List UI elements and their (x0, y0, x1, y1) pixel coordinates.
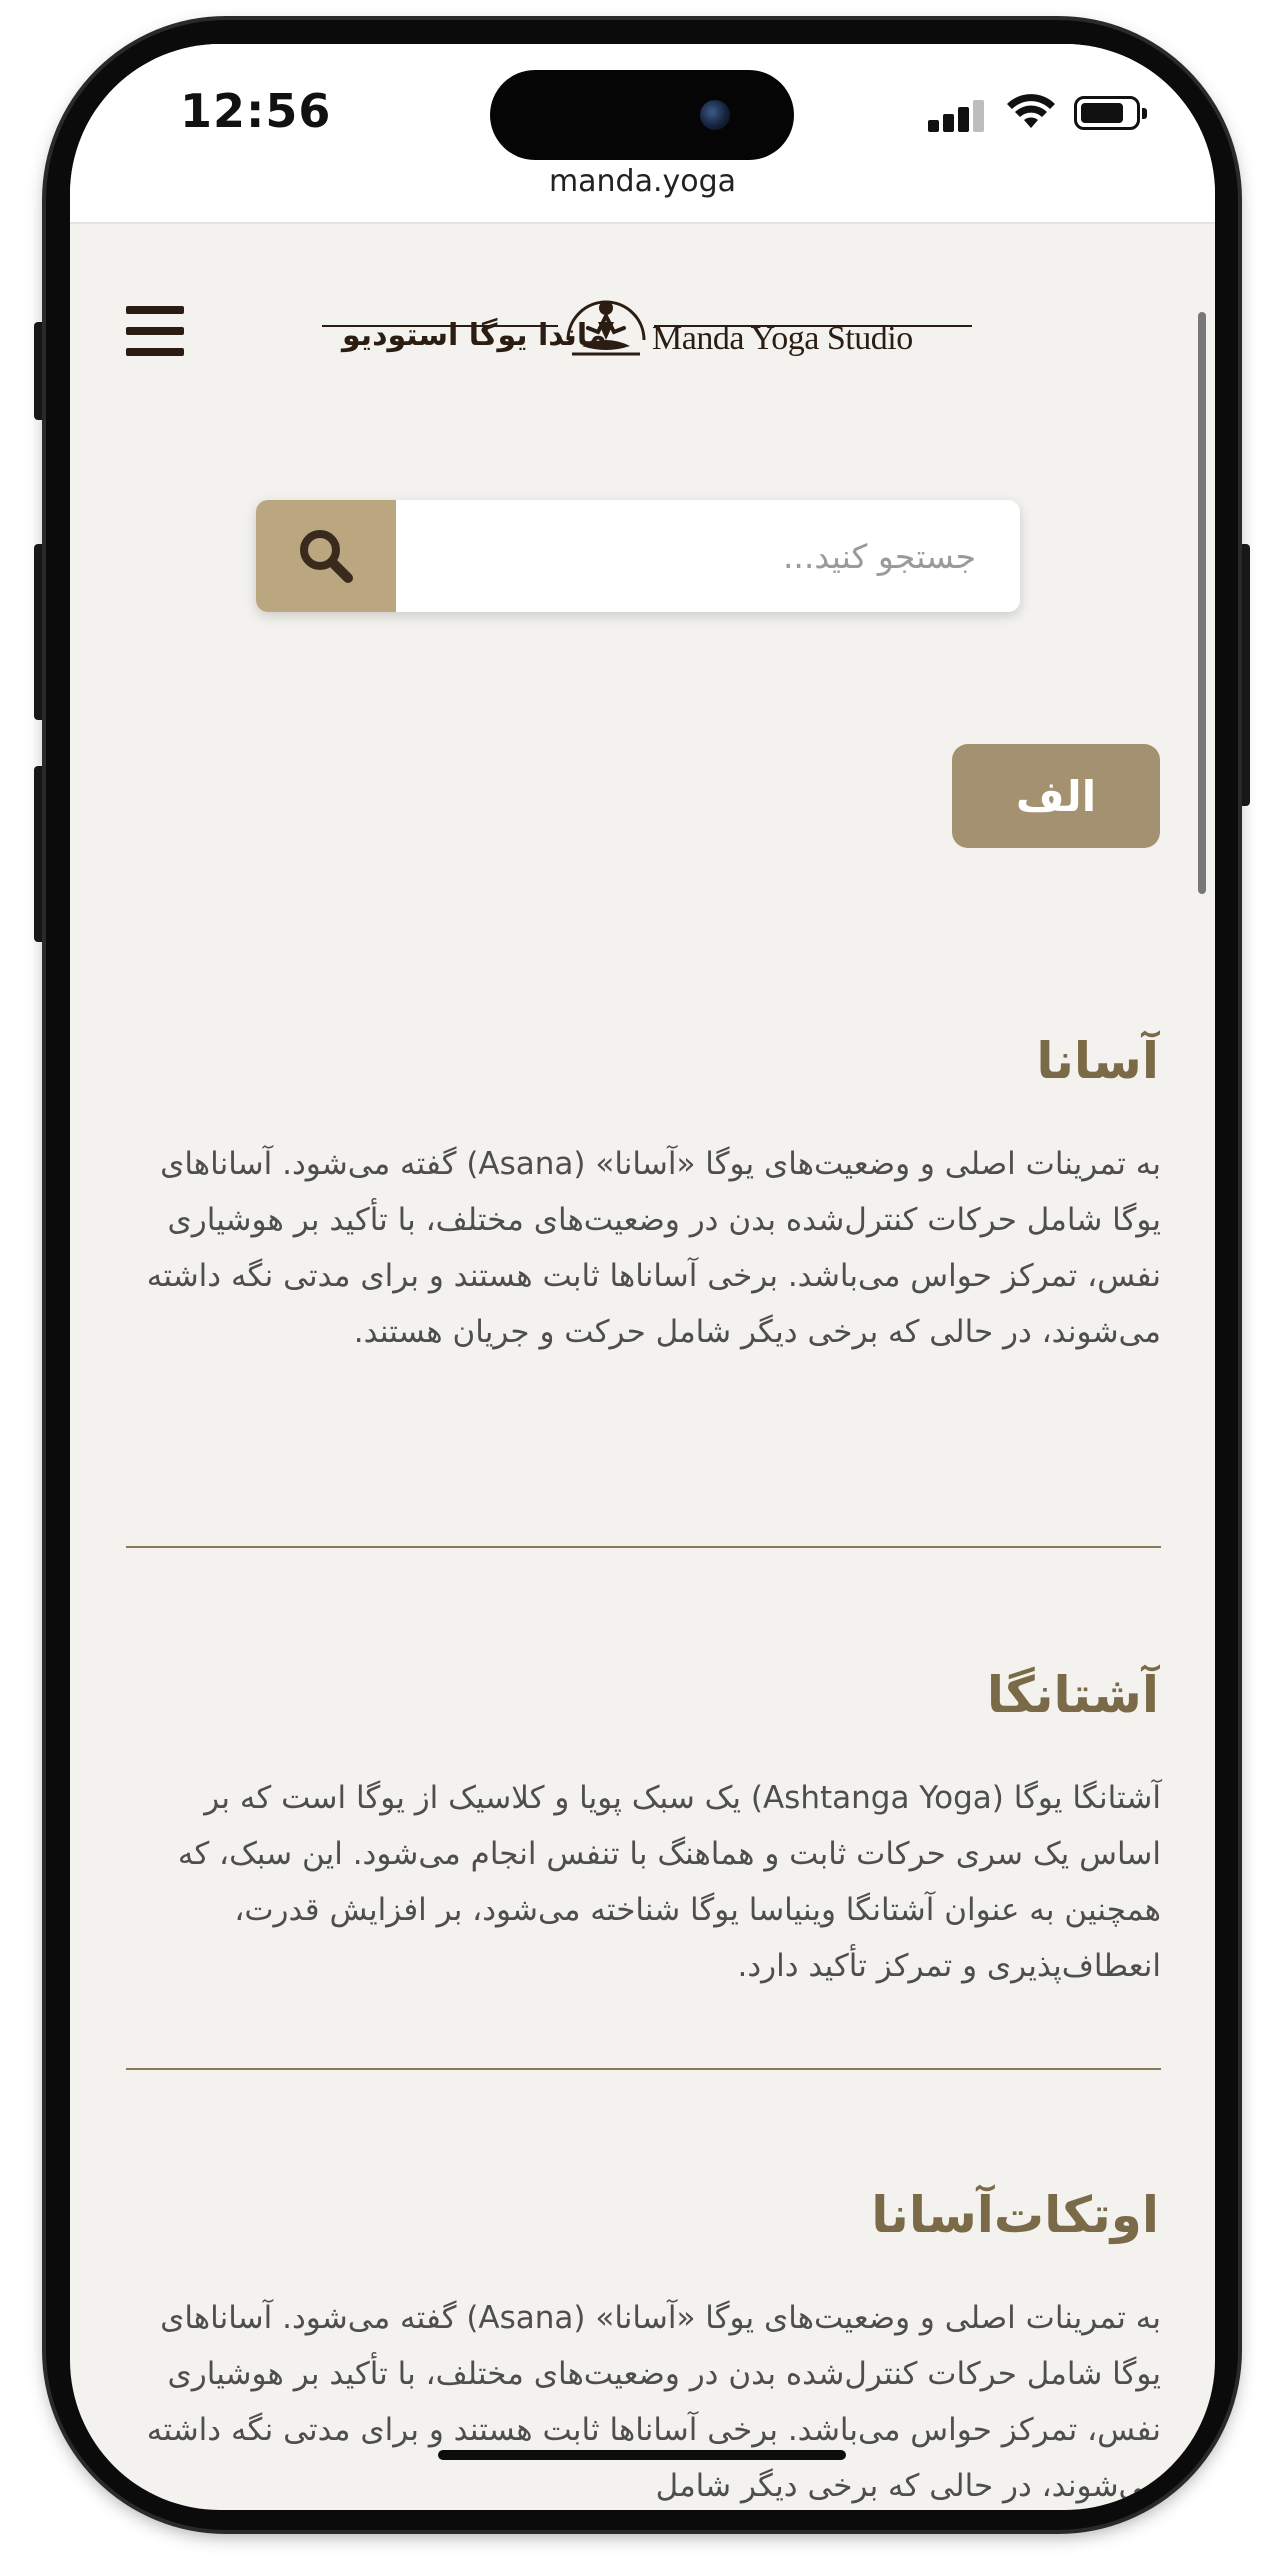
wifi-icon (1006, 92, 1056, 132)
entry-title: آسانا (1036, 1032, 1159, 1090)
site-logo[interactable] (322, 282, 972, 378)
status-bar (70, 44, 1215, 224)
address-bar-url[interactable]: manda.yoga (548, 164, 737, 199)
camera-icon (700, 100, 730, 130)
hamburger-menu-icon[interactable] (126, 306, 184, 356)
home-indicator[interactable] (438, 2450, 846, 2460)
screen (70, 44, 1215, 2510)
cellular-signal-icon (928, 98, 988, 132)
entry-description: آشتانگا یوگا (Ashtanga Yoga) یک سبک پویا و کلاسیک از یوگا است که بر اساس یک سری حرکات ثابت و هماهنگ با تنفس انجام می‌شود. این سبک، که همچنین به عنوان آشتانگا وینیاسا یوگا شناخته می‌شود، بر افزایش قدرت، انعطاف‌پذیری و تمرکز تأکید دارد. (177, 1780, 1161, 1984)
entry-description: به تمرینات اصلی و وضعیت‌های یوگا «آسانا» (Asana) گفته می‌شود. آساناهای یوگا شامل حرکات کنترل‌شده بدن در وضعیت‌های مختلف، با تأکید بر هوشیاری نفس، تمرکز حواس می‌باشد. برخی آساناها ثابت هستند و برای مدتی نگه داشته می‌شوند، در حالی که برخی دیگر شامل حرکت و جریان هستند. (146, 1146, 1161, 1350)
battery-level (1081, 103, 1123, 123)
battery-icon (1074, 96, 1140, 130)
scrollbar-thumb[interactable] (1198, 312, 1206, 894)
entry-description: به تمرینات اصلی و وضعیت‌های یوگا «آسانا» (Asana) گفته می‌شود. آساناهای یوگا شامل حرکات کنترل‌شده بدن در وضعیت‌های مختلف، با تأکید بر هوشیاری نفس، تمرکز حواس می‌باشد. برخی آساناها ثابت هستند و برای مدتی نگه داشته می‌شوند، در حالی که برخی دیگر شامل (146, 2300, 1161, 2504)
search-button[interactable] (256, 500, 396, 612)
entry-divider (126, 2068, 1161, 2070)
search-bar (256, 500, 1020, 612)
dynamic-island (490, 70, 794, 160)
entry-divider (126, 1546, 1161, 1548)
logo-text-english: Manda Yoga Studio (652, 320, 913, 357)
status-time: 12:56 (180, 84, 332, 138)
magnifier-icon (296, 526, 356, 586)
power-button (1236, 544, 1250, 806)
entry-title: اوتکات‌آسانا (871, 2186, 1159, 2244)
letter-badge-alef[interactable]: الف (952, 744, 1160, 848)
entry-title: آشتانگا (986, 1666, 1159, 1724)
search-input[interactable] (396, 500, 1020, 612)
logo-text-persian: ماندا یوگا استودیو (342, 318, 607, 353)
